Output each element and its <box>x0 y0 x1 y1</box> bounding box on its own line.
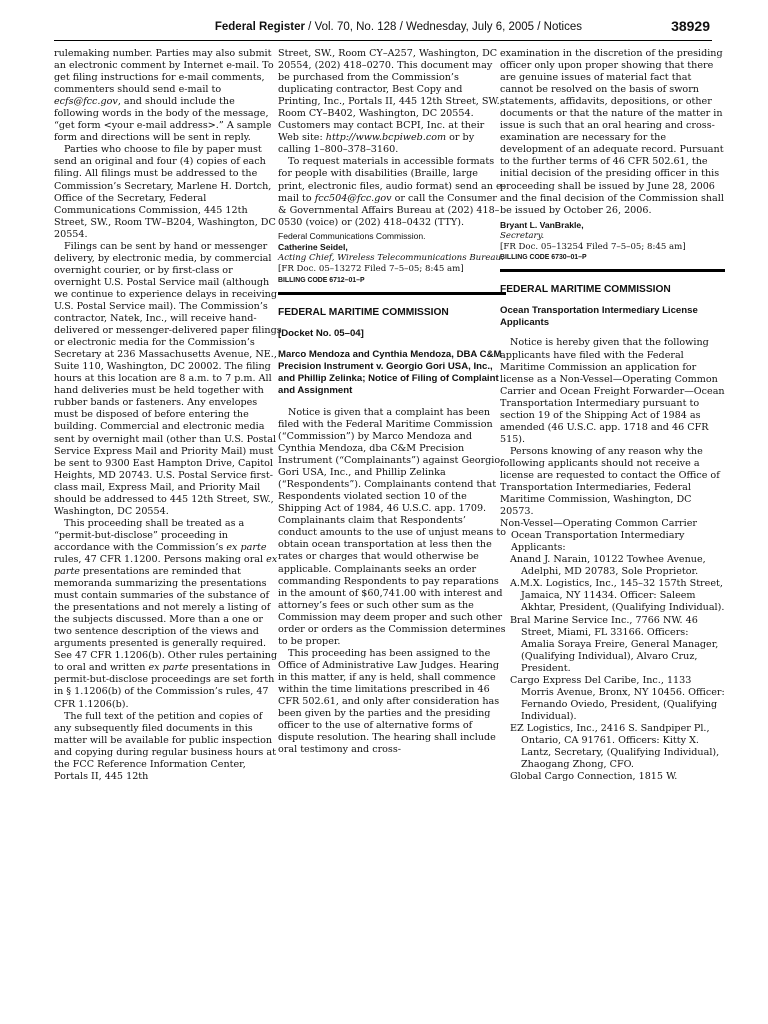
column-1 <box>54 48 282 783</box>
fr-doc-line: [FR Doc. 05–13254 Filed 7–5–05; 8:45 am] <box>500 242 686 253</box>
italic-term: ex parte <box>148 662 189 674</box>
paragraph: Notice is hereby given that the following applicants have filed with the Federal Maritime Commission an application for license as a Non-Vessel—Operating Common Carrier and Ocean Freight Forwarder—Ocean Transportation Intermediary pursuant to section 19 of the Shipping Act of 1984 as amended (46 U.S.C. app. 1718 and 46 CFR 515). <box>500 337 725 445</box>
email-link[interactable]: fcc504@fcc.gov <box>314 192 392 204</box>
text: , and should include the following words in the body of the message, “get form <your e-mail address>.” A sample form and directions will be sent in reply. <box>54 96 272 144</box>
fr-doc-line: [FR Doc. 05–13272 Filed 7–5–05; 8:45 am] <box>278 264 464 275</box>
applicant-list <box>500 554 725 783</box>
paragraph <box>278 48 506 156</box>
signer-name: Bryant L. VanBrakle, <box>500 219 584 230</box>
issue-info: / Vol. 70, No. 128 / Wednesday, July 6, 2005 / Notices <box>304 21 582 33</box>
paragraph <box>54 518 282 711</box>
billing-code: BILLING CODE 6730–01–P <box>500 254 587 262</box>
text: presentations in permit-but-disclose proceedings are set forth in § 1.1206(b) of the Commission’s rules, 47 CFR 1.1206(b). <box>54 662 275 710</box>
page-header <box>54 10 712 41</box>
agency-heading: FEDERAL MARITIME COMMISSION <box>500 269 725 295</box>
column-3 <box>500 48 725 783</box>
text: presentations are reminded that memoranda summarizing the presentations must contain summaries of the substance of the presentations and not merely a listing of the subjects discussed. More than a one or two sentence description of the views and arguments presented is generally required. See 47 CFR 1.1206(b). Other rules pertaining to oral and written <box>54 566 278 674</box>
page-number: 38929 <box>671 18 710 34</box>
list-heading: Non-Vessel—Operating Common Carrier Ocean Transportation Intermediary Applicants: <box>500 518 697 554</box>
subject-heading: Marco Mendoza and Cynthia Mendoza, DBA C&M Precision Instrument v. Georgio Gori USA, Inc., and Phillip Zelinka; Notice of Filing of Complaint and Assignment <box>278 348 502 396</box>
list-item: Global Cargo Connection, 1815 W. <box>510 771 678 783</box>
paragraph: This proceeding has been assigned to the Office of Administrative Law Judges. Hearing in this matter, if any is held, shall commence within the time limitations prescribed in 46 CFR 502.61, and only after consideration has been given by the parties and the presiding officer to the use of alternative forms of dispute resolution. The hearing shall include oral testimony and cross- <box>278 647 500 756</box>
text: Street, SW., Room CY–A257, Washington, DC 20554, (202) 418–0270. This document may be purchased from the Commission’s duplicating contractor, Best Copy and Printing, Inc., Portals II, 445 12th Street, SW., Room CY–B402, Washington, DC 20554. Customers may contact BCPI, Inc. at their Web site: <box>278 48 503 144</box>
list-item: A.M.X. Logistics, Inc., 145–32 157th Street, Jamaica, NY 11434. Officer: Saleem Akhtar, President, (Qualifying Individual). <box>510 578 725 614</box>
list-item: Bral Marine Service Inc., 7766 NW. 46 Street, Miami, FL 33166. Officers: Amalia Soraya Freire, General Manager, (Qualifying Individual), Alvaro Cruz, President. <box>510 614 719 674</box>
agency-heading: FEDERAL MARITIME COMMISSION <box>278 292 506 318</box>
running-head <box>215 21 582 33</box>
list-item: Anand J. Narain, 10122 Towhee Avenue, Adelphi, MD 20783, Sole Proprietor. <box>510 554 706 578</box>
publication-name: Federal Register <box>214 21 305 33</box>
italic-term: ex parte <box>226 541 267 553</box>
web-link[interactable]: http://www.bcpiweb.com <box>325 132 447 144</box>
text: rulemaking number. Parties may also submit an electronic comment by Internet e-mail. To get filing instructions for e-mail comments, commenters should send e-mail to <box>54 48 274 96</box>
billing-code: BILLING CODE 6712–01–P <box>278 276 365 284</box>
paragraph: The full text of the petition and copies of any subsequently filed documents in this matter will be available for public inspection and copying during regular business hours at the FCC Reference Information Center, Portals II, 445 12th <box>54 710 276 782</box>
signer-name: Catherine Seidel, <box>278 241 348 252</box>
text: To request materials in accessible formats for people with disabilities (Braille, large print, electronic files, audio format) send an e-mail to <box>278 156 505 204</box>
text: or call the Consumer & Governmental Affairs Bureau at (202) 418–0530 (voice) or (202) 418–0432 (TTY). <box>278 192 500 228</box>
paragraph: Filings can be sent by hand or messenger delivery, by electronic media, by commercial overnight courier, or by first-class or overnight U.S. Postal Service mail (although we continue to experience delays in receiving U.S. Postal Service mail). The Commission’s contractor, Natek, Inc., will receive hand-delivered or messenger-delivered paper filings or electronic media for the Commission’s Secretary at 236 Massachusetts Avenue, NE., Suite 110, Washington, DC 20002. The filing hours at this location are 8 a.m. to 7 p.m. All hand deliveries must be held together with rubber bands or fasteners. Any envelopes must be disposed of before entering the building. Commercial and electronic media sent by overnight mail (other than U.S. Postal Service Express Mail and Priority Mail) must be sent to 9300 East Hampton Drive, Capitol Heights, MD 20743. U.S. Postal Service first-class mail, Express Mail, and Priority Mail should be addressed to 445 12th Street, SW., Washington, DC 20554. <box>54 240 282 517</box>
signer-title: Secretary. <box>500 230 545 241</box>
text: This proceeding shall be treated as a “permit-but-disclose” proceeding in accordance with the Commission’s <box>54 517 245 553</box>
docket-number: [Docket No. 05–04] <box>278 327 364 339</box>
signature-block <box>278 231 506 276</box>
subject-heading: Ocean Transportation Intermediary License Applicants <box>500 305 698 329</box>
paragraph: examination in the discretion of the presiding officer only upon proper showing that there are genuine issues of material fact that cannot be resolved on the basis of sworn statements, affidavits, depositions, or other documents or that the nature of the matter in issue is such that an oral hearing and cross-examination are necessary for the development of an adequate record. Pursuant to the further terms of 46 CFR 502.61, the initial decision of the presiding officer in this proceeding shall be issued by June 28, 2006 and the final decision of the Commission shall be issued by October 26, 2006. <box>500 48 724 216</box>
agency-signature: Federal Communications Commission. <box>278 230 426 241</box>
signature-block <box>500 220 725 254</box>
paragraph <box>278 156 506 228</box>
list-item: Cargo Express Del Caribe, Inc., 1133 Morris Avenue, Bronx, NY 10456. Officer: Fernando Oviedo, President, (Qualifying Individual). <box>510 674 725 722</box>
paragraph <box>54 48 282 144</box>
text: or by calling 1–800–378–3160. <box>278 132 475 156</box>
list-item: EZ Logistics, Inc., 2416 S. Sandpiper Pl., Ontario, CA 91761. Officers: Kitty X. Lantz, Secretary, (Qualifying Individual), Zhaogang Zhong, CFO. <box>510 722 720 771</box>
email-link[interactable]: ecfs@fcc.gov <box>54 96 118 108</box>
paragraph: Persons knowing of any reason why the following applicants should not receive a license are requested to contact the Office of Transportation Intermediaries, Federal Maritime Commission, Washington, DC 20573. <box>500 445 720 518</box>
paragraph: Parties who choose to file by paper must send an original and four (4) copies of each filing. All filings must be addressed to the Commission’s Secretary, Marlene H. Dortch, Office of the Secretary, Federal Communications Commission, 445 12th Street, SW., Room TW–B204, Washington, DC 20554. <box>54 144 276 240</box>
paragraph: Notice is given that a complaint has been filed with the Federal Maritime Commission (“Commission”) by Marco Mendoza and Cynthia Mendoza, dba C&M Precision Instrument (“Complainants”) against Georgio Gori USA, Inc., and Phillip Zelinka (“Respondents”). Complainants contend that Respondents violated section 10 of the Shipping Act of 1984, 46 U.S.C. app. 1709. Complainants claim that Respondents’ conduct amounts to the use of unjust means to obtain ocean transportation at less then the rates or charges that would otherwise be applicable. Complainants seeks an order commanding Respondents to pay reparations in the amount of $60,741.00 with interest and attorney’s fees or such other sum as the Commission may deem proper and such other order or orders as the Commission determines to be proper. <box>278 406 506 647</box>
italic-term: ex parte <box>54 553 278 578</box>
column-2 <box>278 48 506 756</box>
text: rules, 47 CFR 1.1200. Persons making oral <box>54 553 267 565</box>
signer-title: Acting Chief, Wireless Telecommunications Bureau. <box>278 253 504 264</box>
